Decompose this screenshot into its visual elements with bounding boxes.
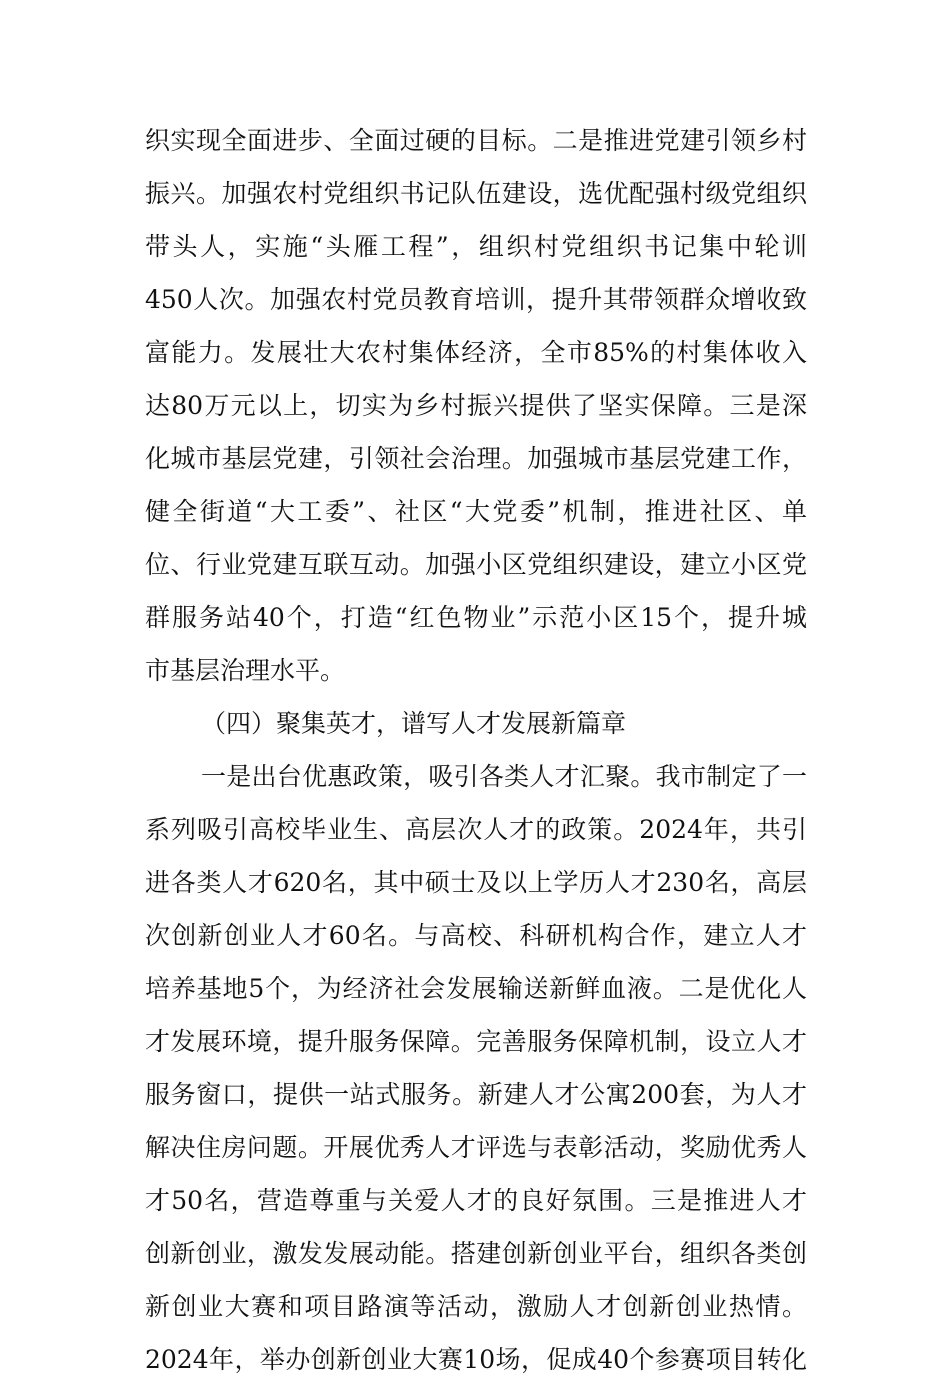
text-line: 达80万元以上，切实为乡村振兴提供了坚实保障。三是深	[145, 391, 807, 420]
text-line: 解决住房问题。开展优秀人才评选与表彰活动，奖励优秀人	[145, 1133, 807, 1162]
text-line: 才发展环境，提升服务保障。完善服务保障机制，设立人才	[145, 1027, 807, 1056]
text-line: 织实现全面进步、全面过硬的目标。二是推进党建引领乡村	[145, 126, 807, 155]
text-line: 培养基地5个，为经济社会发展输送新鲜血液。二是优化人	[145, 974, 807, 1003]
text-line: 2024年，举办创新创业大赛10场，促成40个参赛项目转化	[145, 1345, 807, 1374]
text-line: 健全街道“大工委”、社区“大党委”机制，推进社区、单	[145, 497, 807, 526]
text-line: 位、行业党建互联互动。加强小区党组织建设，建立小区党	[145, 550, 807, 579]
text-line: 带头人，实施“头雁工程”，组织村党组织书记集中轮训	[145, 232, 807, 261]
text-line: 才50名，营造尊重与关爱人才的良好氛围。三是推进人才	[145, 1186, 807, 1215]
text-line: 新创业大赛和项目路演等活动，激励人才创新创业热情。	[145, 1292, 807, 1321]
text-line: 富能力。发展壮大农村集体经济，全市85%的村集体收入	[145, 338, 807, 367]
section-heading: （四）聚集英才，谱写人才发展新篇章	[201, 709, 627, 738]
text-line: 群服务站40个，打造“红色物业”示范小区15个，提升城	[145, 603, 807, 632]
text-line: 化城市基层党建，引领社会治理。加强城市基层党建工作，	[145, 444, 807, 473]
text-line: 振兴。加强农村党组织书记队伍建设，选优配强村级党组织	[145, 179, 807, 208]
paragraph-end-line: 市基层治理水平。	[145, 656, 346, 685]
text-line: 服务窗口，提供一站式服务。新建人才公寓200套，为人才	[145, 1080, 807, 1109]
text-line: 次创新创业人才60名。与高校、科研机构合作，建立人才	[145, 921, 807, 950]
text-line: 进各类人才620名，其中硕士及以上学历人才230名，高层	[145, 868, 807, 897]
text-line: 450人次。加强农村党员教育培训，提升其带领群众增收致	[145, 285, 807, 314]
text-line: 创新创业，激发发展动能。搭建创新创业平台，组织各类创	[145, 1239, 807, 1268]
paragraph-first-line: 一是出台优惠政策，吸引各类人才汇聚。我市制定了一	[201, 762, 807, 791]
document-body	[145, 114, 807, 1386]
text-line: 系列吸引高校毕业生、高层次人才的政策。2024年，共引	[145, 815, 807, 844]
